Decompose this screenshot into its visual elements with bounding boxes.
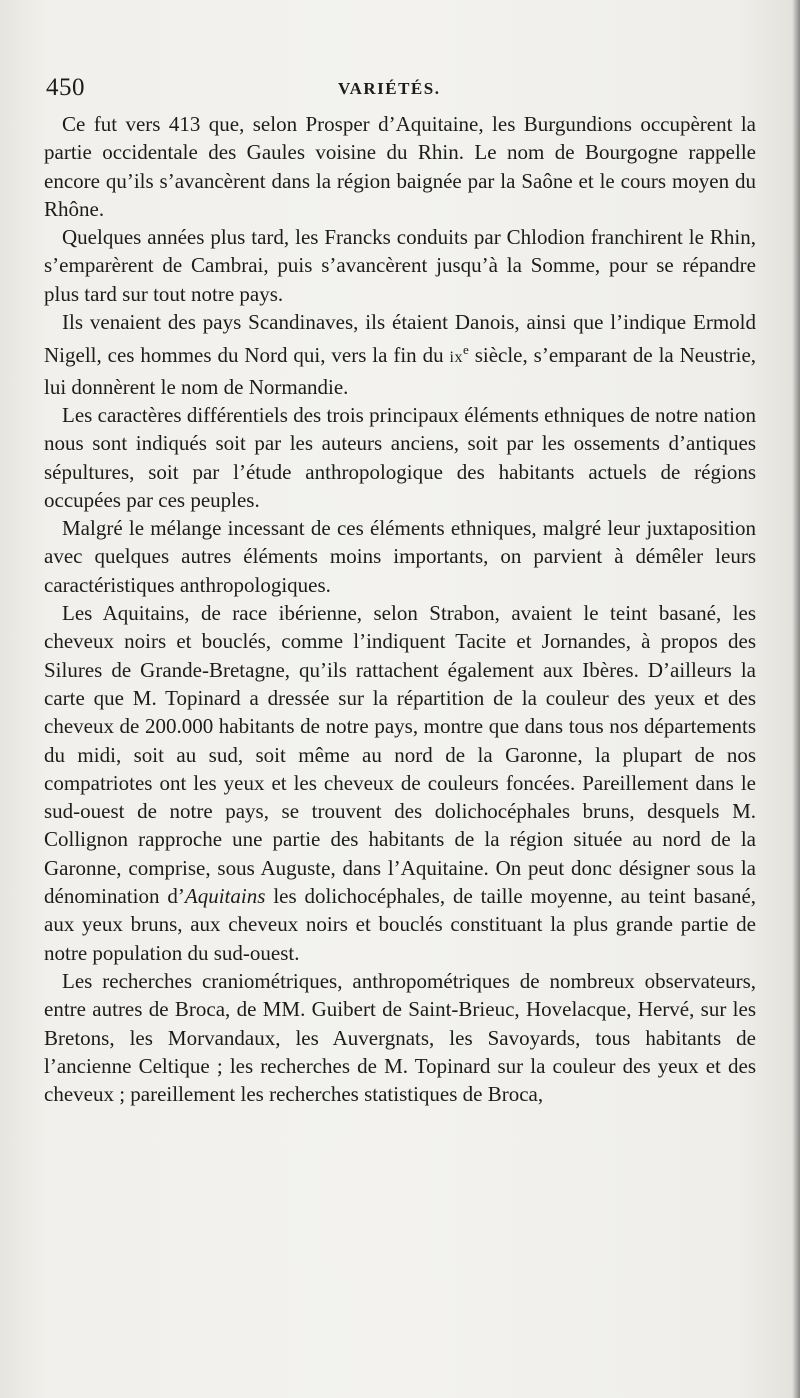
paragraph-francks: Quelques années plus tard, les Francks conduits par Chlodion franchirent le Rhin, s’emparèrent de Cambrai, puis s’avancèrent jusqu’à la Somme, pour se répandre plus tard sur tout notre pays. xyxy=(44,225,756,306)
body-text xyxy=(44,110,756,1108)
aquitains-italic: Aquitains xyxy=(184,884,266,909)
century-numeral: ix xyxy=(449,349,463,367)
paragraph-normandie-start: Ils venaient des pays Scandinaves, ils étaient Danois, ainsi que l’indique Ermold Nigell, ces hommes du Nord qui, vers la fin du xyxy=(44,310,756,368)
page-number: 450 xyxy=(46,74,85,101)
page-header xyxy=(46,72,776,106)
page-edge-shadow xyxy=(792,0,800,1398)
paragraph-normandie xyxy=(44,308,756,401)
paragraph-melange: Malgré le mélange incessant de ces éléments ethniques, malgré leur juxtaposition avec quelques autres éléments moins importants, on parvient à démêler leurs caractéristiques anthropologiques. xyxy=(44,516,756,597)
paragraph-aquitains xyxy=(44,599,756,967)
paragraph-normandie-end: siècle, s’emparant de la Neustrie, lui donnèrent le nom de Normandie. xyxy=(44,343,757,399)
paragraph-recherches: Les recherches craniométriques, anthropométriques de nombreux observateurs, entre autres de Broca, de MM. Guibert de Saint-Brieuc, Hovelacque, Hervé, sur les Bretons, les Morvandaux, les Auvergnats, les Savoyards, tous habitants de l’ancienne Celtique ; les recherches de M. Topinard sur la couleur des yeux et des cheveux ; pareillement les recherches statistiques de Broca, xyxy=(44,968,756,1107)
century-ordinal: e xyxy=(462,342,469,358)
running-head: VARIÉTÉS. xyxy=(338,79,441,98)
paragraph-burgundions: Ce fut vers 413 que, selon Prosper d’Aquitaine, les Burgundions occupèrent la partie occidentale des Gaules voisine du Rhin. Le nom de Bourgogne rappelle encore qu’ils s’avancèrent dans la région baignée par la Saône et le cours moyen du Rhône. xyxy=(44,112,756,221)
paragraph-aquitains-rest: les dolichocéphales, de taille moyenne, au teint basané, aux yeux bruns, aux cheveux noirs et bouclés constituant la plus grande partie de notre population du sud-ouest. xyxy=(44,884,757,965)
paragraph-aquitains-text: Les Aquitains, de race ibérienne, selon Strabon, avaient le teint basané, les cheveux noirs et bouclés, comme l’indiquent Tacite et Jornandes, à propos des Silures de Grande-Bretagne, qu’ils rattachent également aux Ibères. D’ailleurs la carte que M. Topinard a dressée sur la répartition de la couleur des yeux et des cheveux de 200.000 habitants de notre pays, montre que dans tous nos départements du midi, soit au sud, soit même au nord de la Garonne, la plupart de nos compatriotes ont les yeux et les cheveux de couleurs foncées. Pareillement dans le sud-ouest de notre pays, se trouvent des dolichocéphales bruns, desquels M. Collignon rapproche une partie des habitants de la région située au nord de la Garonne, comprise, sous Auguste, dans l’Aquitaine. On peut donc désigner sous la dénomination xyxy=(44,601,756,909)
paragraph-caracteres: Les caractères différentiels des trois principaux éléments ethniques de notre nation nous sont indiqués soit par les auteurs anciens, soit par les ossements d’antiques sépultures, soit par l’étude anthropologique des habitants actuels de régions occupées par ces peuples. xyxy=(44,402,756,512)
aquitains-prefix: d’ xyxy=(167,884,185,909)
